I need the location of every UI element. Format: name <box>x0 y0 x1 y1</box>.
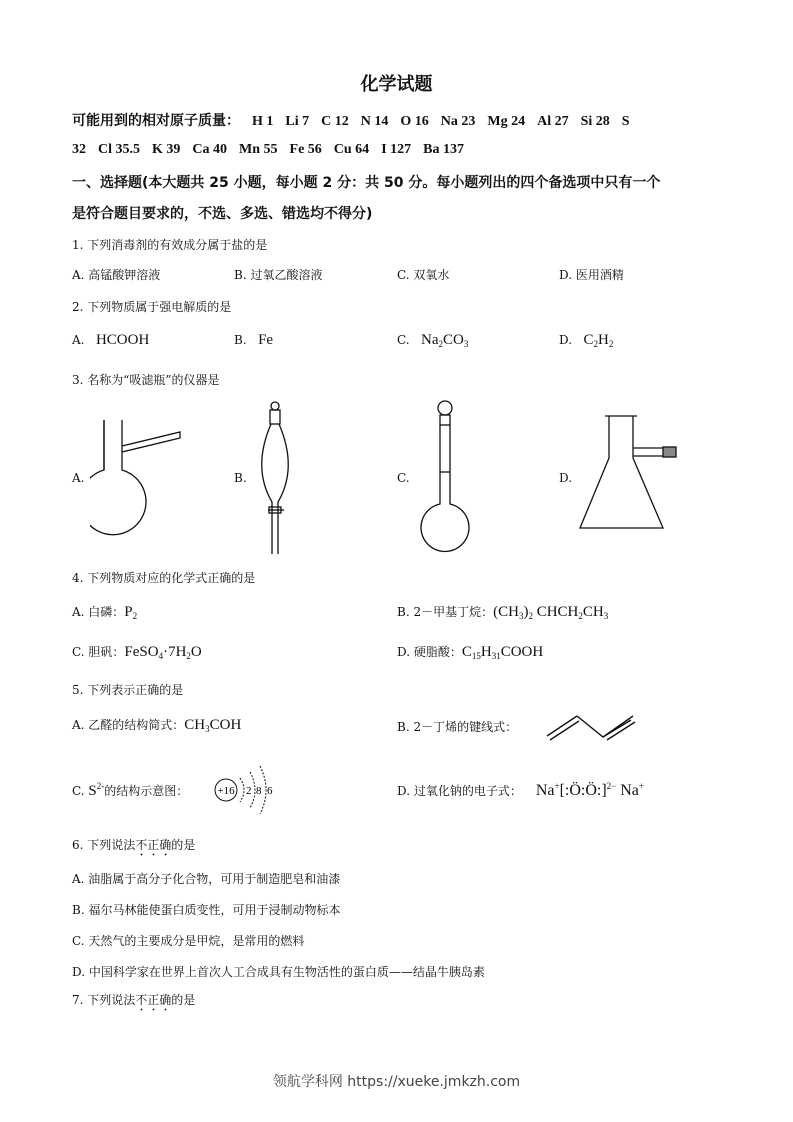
q1-option-d: D. 医用酒精 <box>559 268 624 282</box>
supscript: 2- <box>96 781 105 791</box>
supscript: 2− <box>606 781 617 791</box>
shell-electrons: 2 <box>246 785 252 797</box>
q4-option-a <box>72 603 137 621</box>
stem-text: 的是 <box>171 993 196 1007</box>
atomic-mass: N 14 <box>360 114 389 129</box>
subscript: 2 <box>608 339 614 349</box>
shell-electrons: 8 <box>256 785 262 797</box>
option-label: B. <box>234 333 247 347</box>
subscript: 2 <box>528 611 533 621</box>
atomic-mass: Mg 24 <box>487 114 526 129</box>
formula <box>96 332 149 348</box>
option-label: B. 2－丁烯的键线式： <box>397 720 518 734</box>
atomic-masses-line2 <box>72 141 464 158</box>
subscript: 3 <box>463 339 469 349</box>
atomic-mass: K 39 <box>152 142 181 157</box>
formula <box>124 644 201 660</box>
atomic-mass: Cl 35.5 <box>98 142 140 157</box>
supscript: + <box>638 781 644 791</box>
q1-option-a: A. 高锰酸钾溶液 <box>72 268 161 282</box>
shell-electrons: 6 <box>267 785 273 797</box>
subscript: 31 <box>491 651 501 661</box>
subscript: 2 <box>132 611 138 621</box>
formula <box>536 782 644 799</box>
formula-part: H <box>597 332 609 348</box>
formula <box>462 644 543 660</box>
q1-option-b: B. 过氧乙酸溶液 <box>234 268 323 282</box>
formula-part: (CH <box>493 604 519 620</box>
subscript: 15 <box>471 651 481 661</box>
q4-option-d <box>397 643 543 661</box>
formula-part: Na <box>535 782 555 799</box>
atomic-masses-line1 <box>72 110 630 130</box>
subscript: 2 <box>438 339 444 349</box>
stem-text: 6. 下列说法 <box>72 838 136 852</box>
2-butene-skeletal-formula <box>545 712 637 742</box>
formula-part: CO <box>443 332 464 348</box>
sulfide-ion-structure-diagram <box>212 762 282 814</box>
formula-part: Na <box>421 332 439 348</box>
formula <box>493 604 608 620</box>
atomic-mass: I 127 <box>381 142 412 157</box>
supscript: + <box>554 781 560 791</box>
atomic-mass: Li 7 <box>285 114 310 129</box>
formula-part: ) <box>523 604 529 620</box>
subscript: 2 <box>186 651 191 661</box>
volumetric-flask-illustration <box>415 398 475 558</box>
q2-option-d <box>559 332 613 349</box>
formula-part: P <box>124 604 133 620</box>
option-label: A. 乙醛的结构简式： <box>72 718 185 732</box>
question-6-stem <box>72 836 195 859</box>
subscript: 2 <box>593 339 598 349</box>
formula-part: S <box>88 783 97 799</box>
formula-part: FeSO <box>124 644 159 660</box>
option-label: A. <box>72 333 85 347</box>
atomic-mass: Ca 40 <box>192 142 228 157</box>
q2-option-a <box>72 332 149 349</box>
formula-part: CHCH <box>532 604 579 620</box>
subscript: 2 <box>578 611 583 621</box>
emphasized-text: 不正确 <box>135 993 172 1007</box>
question-3-stem: 3. 名称为“吸滤瓶”的仪器是 <box>72 373 220 387</box>
formula <box>88 783 104 799</box>
nucleus-charge: +16 <box>217 785 235 797</box>
formula-part: HCOOH <box>95 332 150 348</box>
formula-part: Fe <box>258 332 274 348</box>
atomic-mass: S <box>621 114 630 129</box>
atomic-mass: Si 28 <box>580 114 610 129</box>
atomic-mass: Mn 55 <box>239 142 278 157</box>
question-7-stem <box>72 991 195 1014</box>
formula-part: [:Ö:Ö:] <box>559 782 607 799</box>
formula-part: CH <box>582 604 604 620</box>
subscript: 3 <box>205 724 210 734</box>
section-heading-line1: 一、选择题(本大题共 25 小题，每小题 2 分：共 50 分。每小题列出的四个备选项中只有一个 <box>72 175 661 191</box>
formula-part: ·7H <box>163 644 187 660</box>
q4-option-b <box>397 603 608 621</box>
formula-part: Na <box>616 782 639 799</box>
option-label: D. 硬脂酸： <box>397 645 462 659</box>
q3-label-a: A. <box>72 471 85 485</box>
formula-part: COOH <box>500 644 544 660</box>
q5-option-d <box>397 781 644 800</box>
q6-option-d: D. 中国科学家在世界上首次人工合成具有生物活性的蛋白质——结晶牛胰岛素 <box>72 965 485 979</box>
q1-option-c: C. 双氧水 <box>397 268 450 282</box>
q3-label-d: D. <box>559 471 573 485</box>
formula <box>258 332 273 348</box>
option-label: A. 白磷： <box>72 605 125 619</box>
formula-part: H <box>480 644 492 660</box>
q2-option-c <box>397 332 468 349</box>
subscript: 4 <box>158 651 164 661</box>
option-label: C. 胆矾： <box>72 645 125 659</box>
separatory-funnel-illustration <box>250 398 300 558</box>
formula-part: CH <box>184 717 206 733</box>
formula-part: C <box>461 644 472 660</box>
q4-option-c <box>72 643 202 661</box>
formula <box>583 332 613 348</box>
option-label: D. 过氧化钠的电子式： <box>397 784 522 798</box>
atomic-mass: Fe 56 <box>289 142 322 157</box>
formula <box>184 717 241 733</box>
q6-option-b: B. 福尔马林能使蛋白质变性，可用于浸制动物标本 <box>72 903 341 917</box>
option-label: C. <box>397 333 410 347</box>
atomic-mass: Ba 137 <box>423 142 464 157</box>
atomic-mass: O 16 <box>400 114 429 129</box>
stem-text: 7. 下列说法 <box>72 993 136 1007</box>
suction-flask-illustration <box>575 410 685 535</box>
section-heading-line2: 是符合题目要求的，不选、多选、错选均不得分) <box>72 206 373 222</box>
q3-label-b: B. <box>234 471 247 485</box>
emphasized-text: 不正确 <box>135 838 172 852</box>
subscript: 3 <box>603 611 609 621</box>
question-4-stem: 4. 下列物质对应的化学式正确的是 <box>72 571 256 585</box>
atomic-mass: Na 23 <box>440 114 476 129</box>
stem-text: 的是 <box>171 838 196 852</box>
q5-option-b <box>397 718 517 735</box>
atomic-mass: H 1 <box>252 114 274 129</box>
masses-label: 可能用到的相对原子质量： <box>72 113 240 129</box>
option-text: 的结构示意图： <box>104 784 189 798</box>
question-5-stem: 5. 下列表示正确的是 <box>72 683 184 697</box>
formula-part: C <box>583 332 594 348</box>
subscript: 3 <box>518 611 524 621</box>
option-label: D. <box>559 333 573 347</box>
q3-label-c: C. <box>397 471 410 485</box>
atomic-mass: Cu 64 <box>333 142 370 157</box>
q5-option-c <box>72 781 188 800</box>
formula-part: COH <box>209 717 242 733</box>
distilling-flask-illustration <box>90 410 190 550</box>
option-label: B. 2－甲基丁烷： <box>397 605 494 619</box>
q6-option-c: C. 天然气的主要成分是甲烷，是常用的燃料 <box>72 934 305 948</box>
q2-option-b <box>234 332 273 349</box>
formula-part: O <box>190 644 202 660</box>
q5-option-a <box>72 716 241 734</box>
atomic-mass: C 12 <box>321 114 349 129</box>
footer-watermark: 领航学科网 https://xueke.jmkzh.com <box>272 1074 521 1090</box>
question-2-stem: 2. 下列物质属于强电解质的是 <box>72 300 232 314</box>
question-1-stem: 1. 下列消毒剂的有效成分属于盐的是 <box>72 238 268 252</box>
option-label: C. <box>72 784 89 798</box>
atomic-mass: 32 <box>72 142 86 157</box>
q6-option-a: A. 油脂属于高分子化合物，可用于制造肥皂和油漆 <box>72 872 341 886</box>
page-title: 化学试题 <box>360 74 433 95</box>
atomic-mass: Al 27 <box>537 114 569 129</box>
formula <box>124 604 137 620</box>
formula <box>421 332 468 348</box>
